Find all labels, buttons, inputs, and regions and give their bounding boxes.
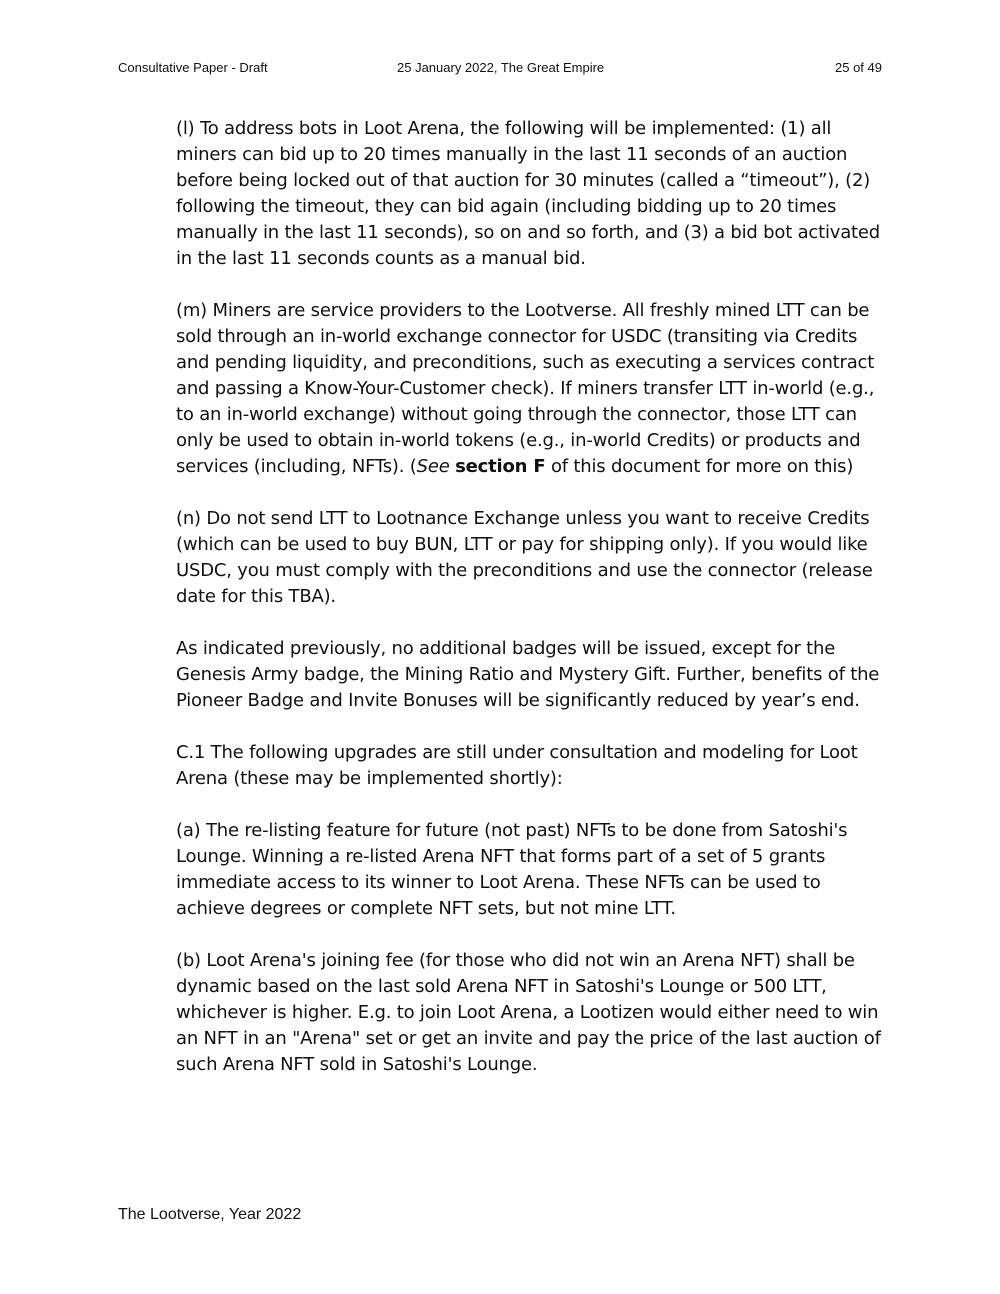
paragraph-a: (a) The re-listing feature for future (not past) NFTs to be done from Satoshi's Lounge. Winning a re-listed Arena NFT that forms part of a set of 5 grants immediate access to its winner to Loot Arena. These NFTs can be used to achieve degrees or complete NFT sets, but not mine LTT. <box>176 820 848 919</box>
header-date: 25 January 2022, The Great Empire <box>397 60 605 75</box>
paragraph-m-text: (m) Miners are service providers to the Lootverse. All freshly mined LTT can be sold through an in-world exchange connector for USDC (transiting via Credits and pending liquidity, and preconditions, such as executing a services contract and passing a Know-Your-Customer check). If miners transfer LTT in-world (e.g., to an in-world exchange) without going through the connector, those LTT can only be used to obtain in-world tokens (e.g., in-world Credits) or products and services (including, NFTs). ( <box>176 300 875 477</box>
header-page-number: 25 of 49 <box>835 60 882 75</box>
paragraph-b: (b) Loot Arena's joining fee (for those who did not win an Arena NFT) shall be dynamic based on the last sold Arena NFT in Satoshi's Lounge or 500 LTT, whichever is higher. E.g. to join Loot Arena, a Lootizen would either need to win an NFT in an "Arena" set or get an invite and pay the price of the last auction of such Arena NFT sold in Satoshi's Lounge. <box>176 950 881 1075</box>
paragraph-m-tail: of this document for more on this) <box>545 456 854 477</box>
section-f-reference: section F <box>455 456 546 477</box>
header-document-title: Consultative Paper - Draft <box>118 60 268 75</box>
paragraph-l: (l) To address bots in Loot Arena, the following will be implemented: (1) all miners can bid up to 20 times manually in the last 11 seconds of an auction before being locked out of that auction for 30 minutes (called a “timeout”), (2) following the timeout, they can bid again (including bidding up to 20 times manually in the last 11 seconds), so on and so forth, and (3) a bid bot activated in the last 11 seconds counts as a manual bid. <box>176 118 881 269</box>
paragraph-m <box>176 298 888 480</box>
paragraph-n: (n) Do not send LTT to Lootnance Exchange unless you want to receive Credits (which can be used to buy BUN, LTT or pay for shipping only). If you would like USDC, you must comply with the preconditions and use the connector (release date for this TBA). <box>176 508 873 607</box>
footer-text: The Lootverse, Year 2022 <box>118 1206 302 1223</box>
document-body <box>176 116 888 1104</box>
see-reference: See <box>416 456 450 477</box>
paragraph-badges: As indicated previously, no additional badges will be issued, except for the Genesis Army badge, the Mining Ratio and Mystery Gift. Further, benefits of the Pioneer Badge and Invite Bonuses will be significantly reduced by year’s end. <box>176 638 880 711</box>
paragraph-c1: C.1 The following upgrades are still under consultation and modeling for Loot Arena (these may be implemented shortly): <box>176 742 858 789</box>
